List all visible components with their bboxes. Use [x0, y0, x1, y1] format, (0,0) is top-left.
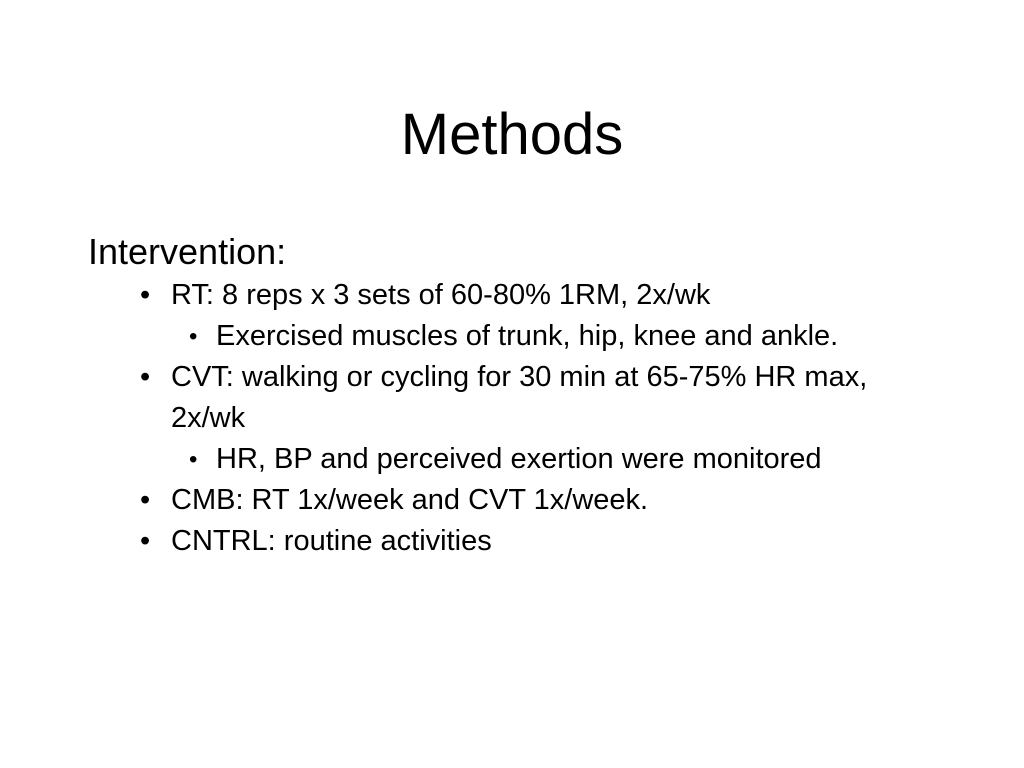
slide-title: Methods [400, 102, 624, 167]
bullet-icon: • [140, 525, 151, 557]
sub-list-item [171, 316, 916, 357]
bullet-icon: • [140, 279, 151, 311]
sub-bullet-list [171, 439, 911, 480]
section-heading: Intervention: [88, 231, 287, 272]
list-item-rt [88, 275, 911, 357]
bullet-list [88, 275, 988, 562]
list-item-text: CNTRL: routine activities [171, 525, 492, 557]
bullet-icon: • [189, 446, 198, 473]
bullet-icon: • [189, 323, 198, 350]
list-item-cntrl [88, 521, 911, 562]
sub-list-item-text: HR, BP and perceived exertion were monitored [216, 443, 822, 475]
list-item-text: CMB: RT 1x/week and CVT 1x/week. [171, 484, 649, 516]
sub-list-item-text: Exercised muscles of trunk, hip, knee and ankle. [216, 320, 839, 352]
bullet-icon: • [140, 484, 151, 516]
list-item-cvt [88, 357, 911, 480]
sub-list-item [171, 439, 956, 480]
list-item-text: CVT: walking or cycling for 30 min at 65-75% HR max, 2x/wk [171, 361, 868, 434]
bullet-icon: • [140, 361, 151, 393]
sub-bullet-list [171, 316, 911, 357]
slide-body [88, 229, 988, 562]
list-item-text: RT: 8 reps x 3 sets of 60-80% 1RM, 2x/wk [171, 279, 711, 311]
list-item-cmb [88, 480, 911, 521]
